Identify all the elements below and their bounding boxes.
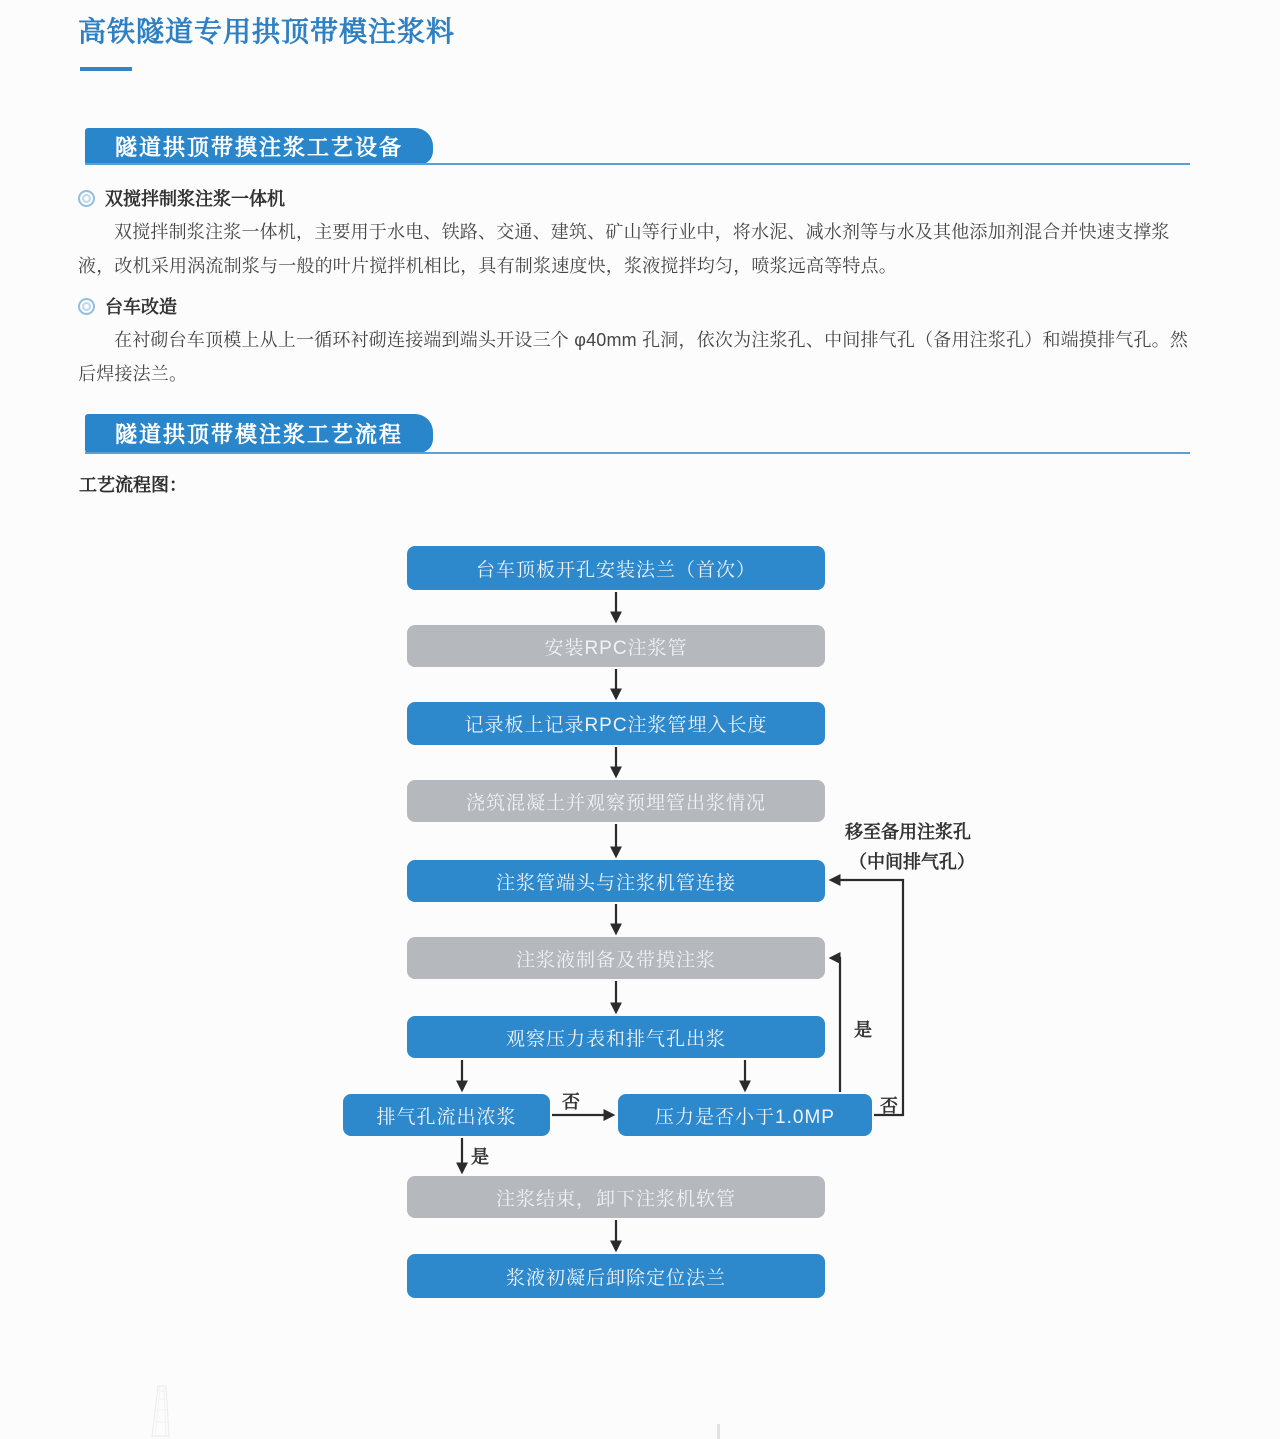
flow-label-yes-right: 是 bbox=[854, 1020, 872, 1040]
flow-node-install-rpc-pipe: 安装RPC注浆管 bbox=[407, 625, 825, 667]
flow-label-no-right: 否 bbox=[880, 1096, 898, 1116]
flow-node-record-length: 记录板上记录RPC注浆管埋入长度 bbox=[407, 702, 825, 745]
flow-node-pour-concrete: 浇筑混凝土并观察预埋管出浆情况 bbox=[407, 780, 825, 822]
flow-edge-pressure-check-to-prepare-grout bbox=[831, 958, 840, 1092]
section-header-equipment-label: 隧道拱顶带摸注浆工艺设备 bbox=[115, 135, 404, 160]
bullet-item-label: 台车改造 bbox=[105, 297, 177, 317]
section-header-process-label: 隧道拱顶带模注浆工艺流程 bbox=[115, 422, 404, 447]
watermark-fragment bbox=[717, 1424, 720, 1439]
flow-label-note-line1: 移至备用注浆孔 bbox=[845, 822, 971, 842]
flow-label-no-mid: 否 bbox=[562, 1092, 580, 1112]
bullet-item-label: 双搅拌制浆注浆一体机 bbox=[105, 189, 285, 209]
watermark-tower-icon bbox=[136, 1383, 190, 1439]
paragraph-mixer: 双搅拌制浆注浆一体机，主要用于水电、铁路、交通、建筑、矿山等行业中，将水泥、减水剂等与水及其他添加剂混合并快速支撑浆液，改机采用涡流制浆与一般的叶片搅拌机相比，具有制浆速度快，浆液搅拌均匀，喷浆远高等特点。 bbox=[78, 222, 1170, 276]
flow-node-remove-flange: 浆液初凝后卸除定位法兰 bbox=[407, 1254, 825, 1298]
page-title: 高铁隧道专用拱顶带模注浆料 bbox=[78, 16, 456, 47]
flow-node-connect-pipe: 注浆管端头与注浆机管连接 bbox=[407, 860, 825, 902]
flow-node-observe-pressure: 观察压力表和排气孔出浆 bbox=[407, 1016, 825, 1058]
flow-edge-pressure-check-to-connect-pipe bbox=[831, 880, 903, 1115]
flow-node-vent-thick-grout: 排气孔流出浓浆 bbox=[343, 1094, 550, 1136]
flow-node-open-hole-flange: 台车顶板开孔安装法兰（首次） bbox=[407, 546, 825, 590]
flow-label-yes-left: 是 bbox=[471, 1147, 489, 1167]
flow-diagram-caption: 工艺流程图： bbox=[79, 475, 187, 495]
flow-node-end-grouting: 注浆结束，卸下注浆机软管 bbox=[407, 1176, 825, 1218]
flow-label-note-line2: （中间排气孔） bbox=[849, 852, 975, 872]
flow-node-prepare-grout: 注浆液制备及带摸注浆 bbox=[407, 937, 825, 979]
paragraph-trolley: 在衬砌台车顶模上从上一循环衬砌连接端到端头开设三个 φ40mm 孔洞，依次为注浆孔、中间排气孔（备用注浆孔）和端摸排气孔。然后焊接法兰。 bbox=[78, 330, 1189, 384]
flow-node-pressure-check: 压力是否小于1.0MP bbox=[618, 1094, 872, 1136]
